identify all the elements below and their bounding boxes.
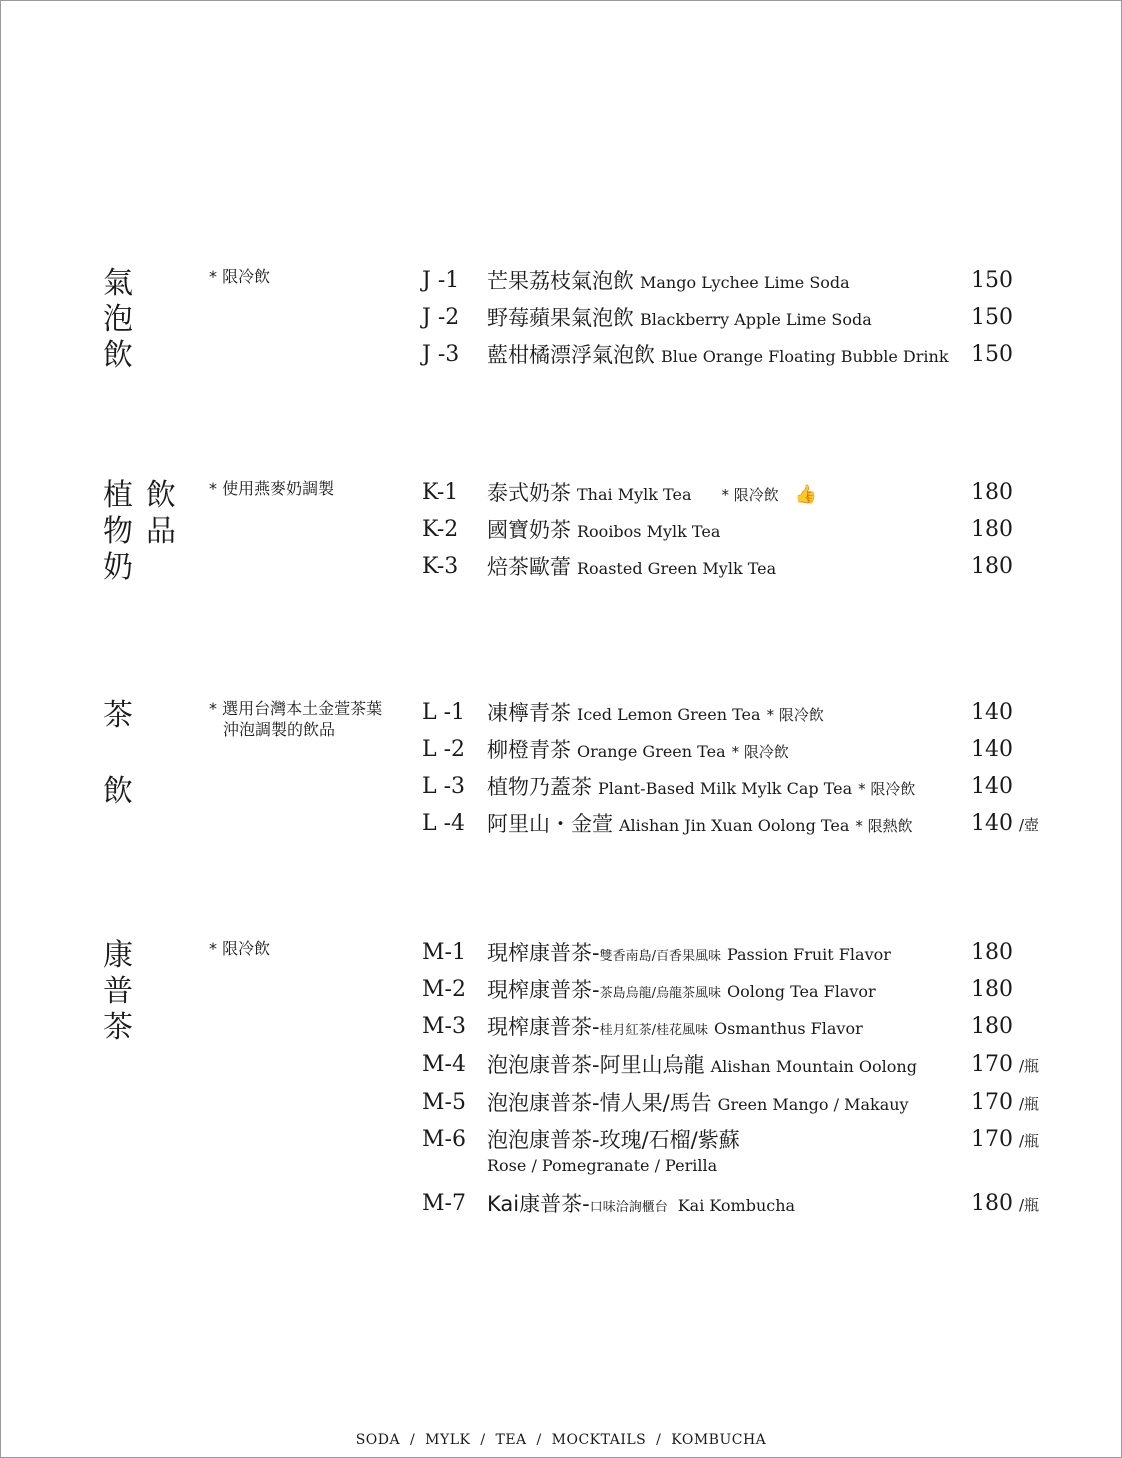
- section-note: * 選用台灣本土金萱茶葉 沖泡調製的飲品: [209, 699, 383, 739]
- section-note: * 使用燕麥奶調製: [209, 479, 335, 498]
- item-name: 泰式奶茶 Thai Mylk Tea * 限冷飲 👍: [487, 478, 817, 510]
- title-char: 普: [103, 974, 133, 1009]
- title-char: 飲: [103, 338, 133, 373]
- title-char: 茶: [103, 698, 133, 733]
- item-name: Kai康普茶-口味洽詢櫃台 Kai Kombucha: [487, 1192, 796, 1216]
- item-price: 180: [971, 554, 1013, 579]
- item-code: M-4: [422, 1052, 466, 1077]
- menu-item: [0, 266, 1122, 303]
- item-name: 泡泡康普茶-阿里山烏龍 Alishan Mountain Oolong: [487, 1053, 917, 1077]
- item-name: 野莓蘋果氣泡飲 Blackberry Apple Lime Soda: [487, 306, 872, 330]
- item-price: 180: [971, 940, 1013, 965]
- item-code: J -3: [422, 342, 460, 367]
- item-subtitle: Rose / Pomegranate / Perilla: [487, 1156, 718, 1175]
- menu-item: [0, 698, 1122, 735]
- section-note: * 限冷飲: [209, 267, 271, 286]
- menu-item: [0, 809, 1122, 846]
- menu-item: [0, 1012, 1122, 1049]
- item-name: 現榨康普茶-茶島烏龍/烏龍茶風味 Oolong Tea Flavor: [487, 978, 876, 1002]
- menu-item: [0, 340, 1122, 377]
- item-price: 150: [971, 268, 1013, 293]
- menu-item: [0, 735, 1122, 772]
- item-name: 泡泡康普茶-情人果/馬告 Green Mango / Makauy: [487, 1091, 909, 1115]
- menu-item: [0, 1125, 1122, 1181]
- item-name: 藍柑橘漂浮氣泡飲 Blue Orange Floating Bubble Drink: [487, 343, 949, 367]
- title-char: 奶: [103, 550, 133, 585]
- item-price: 170 /瓶: [971, 1090, 1040, 1115]
- item-name: 現榨康普茶-雙香南島/百香果風味 Passion Fruit Flavor: [487, 941, 891, 965]
- item-price: 140: [971, 774, 1013, 799]
- menu-item: [0, 478, 1122, 515]
- item-code: M-2: [422, 977, 466, 1002]
- title-char: 植: [103, 478, 133, 513]
- title-char: 泡: [103, 302, 133, 337]
- menu-item: [0, 1088, 1122, 1125]
- item-code: K-3: [422, 554, 459, 579]
- item-name: 芒果荔枝氣泡飲 Mango Lychee Lime Soda: [487, 269, 850, 293]
- footer-categories: SODA / MYLK / TEA / MOCKTAILS / KOMBUCHA: [355, 1432, 767, 1448]
- title-char: 康: [103, 938, 133, 973]
- item-price: 140: [971, 700, 1013, 725]
- menu-item: [0, 1189, 1122, 1226]
- item-name: 國寶奶茶 Rooibos Mylk Tea: [487, 518, 721, 542]
- menu-item: [0, 515, 1122, 552]
- menu-item: [0, 772, 1122, 809]
- item-name: 柳橙青茶 Orange Green Tea * 限冷飲: [487, 738, 789, 762]
- item-code: M-6: [422, 1127, 466, 1152]
- item-price: 140: [971, 737, 1013, 762]
- item-price: 150: [971, 342, 1013, 367]
- item-name: 泡泡康普茶-玫瑰/石榴/紫蘇: [487, 1128, 740, 1152]
- item-code: K-2: [422, 517, 459, 542]
- item-code: M-7: [422, 1191, 466, 1216]
- menu-item: [0, 552, 1122, 589]
- item-code: K-1: [422, 480, 459, 505]
- item-code: L -3: [422, 774, 466, 799]
- menu-item: [0, 303, 1122, 340]
- menu-item: [0, 975, 1122, 1012]
- section-note: * 限冷飲: [209, 939, 271, 958]
- title-char: 物: [103, 514, 133, 549]
- item-code: M-1: [422, 940, 466, 965]
- item-code: J -2: [422, 305, 460, 330]
- item-name: 阿里山・金萱 Alishan Jin Xuan Oolong Tea * 限熱飲: [487, 812, 913, 836]
- title-char: 品: [146, 514, 176, 549]
- menu-item: [0, 1050, 1122, 1087]
- item-price: 180: [971, 517, 1013, 542]
- item-name: 現榨康普茶-桂月紅茶/桂花風味 Osmanthus Flavor: [487, 1015, 863, 1039]
- item-price: 180: [971, 1014, 1013, 1039]
- item-price: 180: [971, 480, 1013, 505]
- item-name: 焙茶歐蕾 Roasted Green Mylk Tea: [487, 555, 777, 579]
- item-code: L -1: [422, 700, 466, 725]
- item-name: 凍檸青茶 Iced Lemon Green Tea * 限冷飲: [487, 701, 824, 725]
- item-price: 150: [971, 305, 1013, 330]
- item-code: M-3: [422, 1014, 466, 1039]
- title-char: 氣: [103, 266, 133, 301]
- title-char: 飲: [146, 478, 176, 513]
- item-price: 170 /瓶: [971, 1127, 1040, 1152]
- item-price: 140 /壺: [971, 811, 1040, 836]
- item-price: 180 /瓶: [971, 1191, 1040, 1216]
- item-code: L -2: [422, 737, 466, 762]
- item-code: M-5: [422, 1090, 466, 1115]
- thumbs-up-icon: 👍: [794, 484, 818, 505]
- item-code: J -1: [422, 268, 460, 293]
- item-price: 170 /瓶: [971, 1052, 1040, 1077]
- item-code: L -4: [422, 811, 466, 836]
- item-name: 植物乃蓋茶 Plant-Based Milk Mylk Cap Tea * 限冷飲: [487, 775, 916, 799]
- item-price: 180: [971, 977, 1013, 1002]
- title-char: 飲: [103, 774, 133, 809]
- title-char: 茶: [103, 1010, 133, 1045]
- menu-item: [0, 938, 1122, 975]
